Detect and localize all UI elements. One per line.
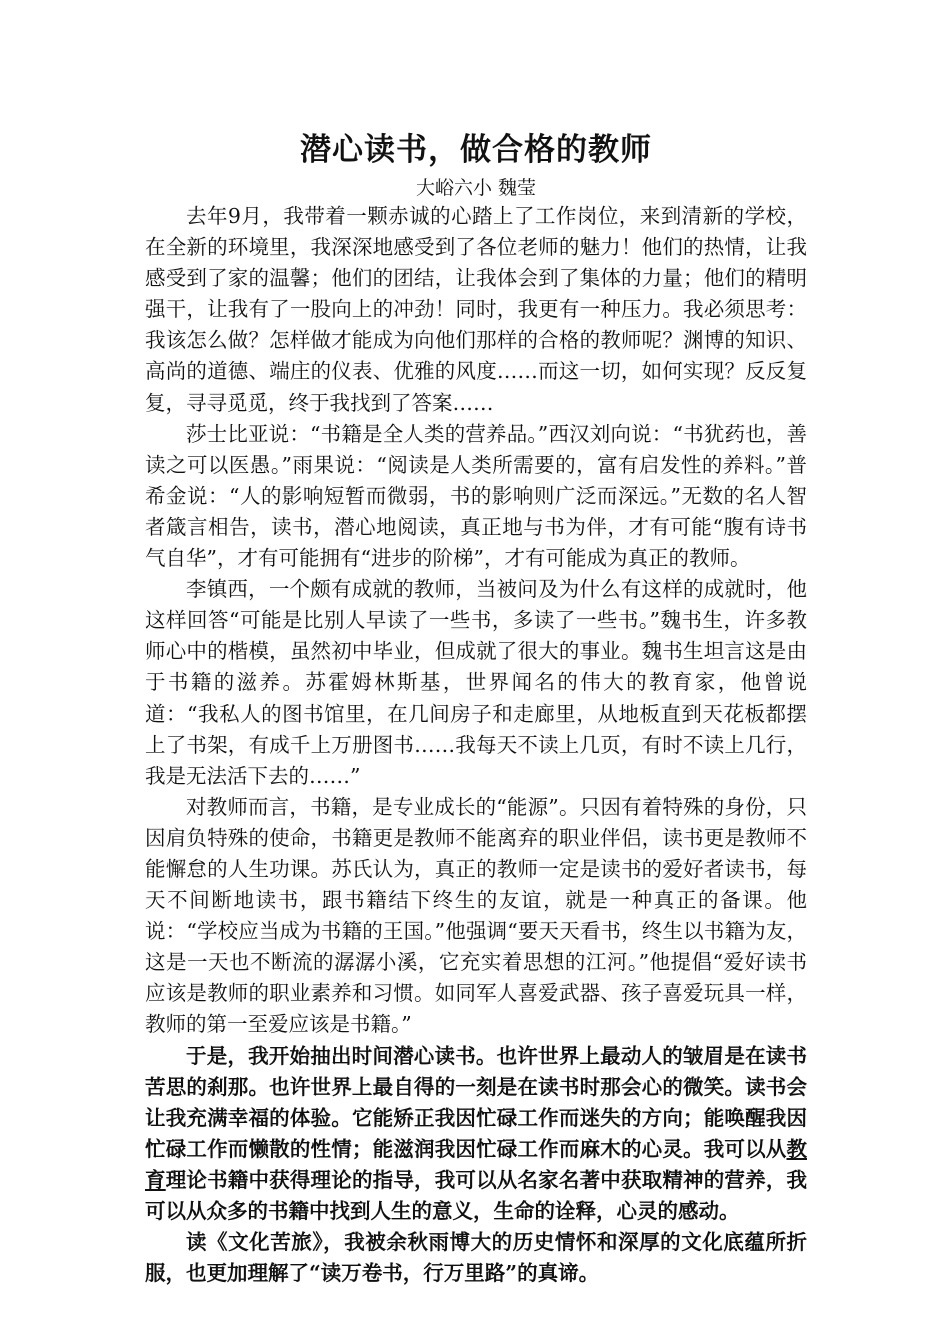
paragraph-5-part-3: 理论书籍中获得理论的指导，我可以从名家名著中获取精神的营养，我可以从众多的书籍中找到人生的意义，生命的诠释，心灵的感动。 — [145, 1167, 808, 1223]
paragraph-4: 对教师而言，书籍，是专业成长的“能源”。只因有着特殊的身份，只因肩负特殊的使命，书籍更是教师不能离弃的职业伴侣，读书更是教师不能懈怠的人生功课。苏氏认为，真正的教师一定是读书的爱好者读书，每天不间断地读书，跟书籍结下终生的友谊，就是一种真正的备课。他说：“学校应当成为书籍的王国。”他强调“要天天看书，终生以书籍为友，这是一天也不断流的潺潺小溪，它充实着思想的江河。”他提倡“爱好读书应该是教师的职业素养和习惯。如同军人喜爱武器、孩子喜爱玩具一样，教师的第一至爱应该是书籍。” — [145, 794, 807, 1037]
paragraph-2: 莎士比亚说：“书籍是全人类的营养品。”西汉刘向说：“书犹药也，善读之可以医愚。”雨果说：“阅读是人类所需要的，富有启发性的养料。”普希金说：“人的影响短暂而微弱，书的影响则广泛而深远。”无数的名人智者箴言相告，读书，潜心地阅读，真正地与书为伴，才有可能“腹有诗书气自华”，才有可能拥有“进步的阶梯”，才有可能成为真正的教师。 — [145, 421, 807, 571]
paragraph-3: 李镇西，一个颇有成就的教师，当被问及为什么有这样的成就时，他这样回答“可能是比别人早读了一些书，多读了一些书。”魏书生，许多教师心中的楷模，虽然初中毕业，但成就了很大的事业。魏书生坦言这是由于书籍的滋养。苏霍姆林斯基，世界闻名的伟大的教育家，他曾说道：“我私人的图书馆里，在几间房子和走廊里，从地板直到天花板都摆上了书架，有成千上万册图书……我每天不读上几页，有时不读上几行，我是无法活下去的……” — [145, 577, 807, 788]
paragraph-5 — [145, 1041, 807, 1228]
paragraph-5-part-2: 它能矫正我因忙碌工作而迷失的方向；能唤醒我因忙碌工作而懒散的性情；能滋润我因忙碌工作而麻木的心灵。我可以从 — [145, 1105, 808, 1161]
document-title: 潜心读书，做合格的教师 — [300, 132, 652, 168]
paragraph-5-part-1: 于是，我开始抽出时间潜心读书。也许世界上最动人的皱眉是在读书苦思的刹那。也许世界上最自得的一刻是在读书时那会心的微笑。读书会让我充满幸福的体验。 — [145, 1043, 807, 1130]
paragraph-6: 读《文化苦旅》，我被余秋雨博大的历史情怀和深厚的文化底蕴所折服，也更加理解了“读万卷书，行万里路”的真谛。 — [145, 1230, 807, 1286]
education-link-text: 教育 — [145, 1136, 807, 1192]
paragraph-1: 去年9月，我带着一颗赤诚的心踏上了工作岗位，来到清新的学校，在全新的环境里，我深深地感受到了各位老师的魅力！他们的热情，让我感受到了家的温馨；他们的团结，让我体会到了集体的力量；他们的精明强干，让我有了一股向上的冲劲！同时，我更有一种压力。我必须思考：我该怎么做？怎样做才能成为向他们那样的合格的教师呢？渊博的知识、高尚的道德、端庄的仪表、优雅的风度……而这一切，如何实现？反反复复，寻寻觅觅，终于我找到了答案…… — [145, 204, 807, 415]
document-body — [145, 125, 807, 1289]
author-byline: 大峪六小 魏莹 — [415, 177, 537, 199]
